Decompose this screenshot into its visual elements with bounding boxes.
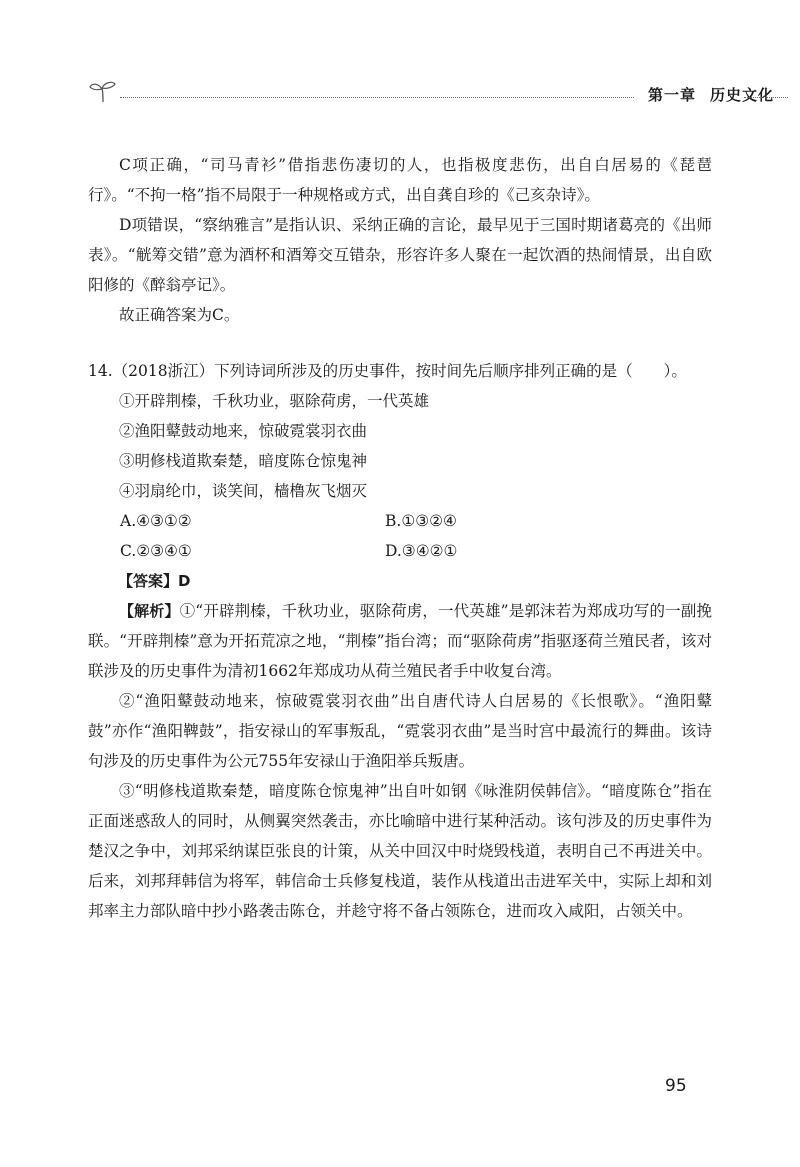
chapter-heading [648, 84, 774, 105]
page-body [88, 150, 712, 926]
poem-item-3: ③明修栈道欺秦楚，暗度陈仓惊鬼神 [119, 452, 368, 470]
choice-row-1 [88, 506, 712, 536]
choice-c: C.②③④① [120, 542, 192, 560]
poem-item-2: ②渔阳鼙鼓动地来，惊破霓裳羽衣曲 [119, 422, 368, 440]
spacer [88, 330, 712, 356]
chapter-title: 历史文化 [710, 86, 775, 104]
question-stem: 14.（2018浙江）下列诗词所涉及的历史事件，按时间先后顺序排列正确的是（ ）。 [88, 362, 687, 380]
choice-row-2 [88, 536, 712, 566]
choice-a: A.④③①② [120, 512, 192, 530]
running-header [88, 80, 775, 108]
page-number: 95 [665, 1076, 687, 1096]
answer-value: D [178, 572, 191, 590]
analysis-text-1: ①“开辟荆榛，千秋功业，驱除荷虏，一代英雄”是郭沫若为郑成功写的一副挽联。“开辟荆榛”意为开拓荒凉之地，“荆榛”指台湾；而“驱除荷虏”指驱逐荷兰殖民者，该对联涉及的历史事件为清初1662年郑成功从荷兰殖民者手中收复台湾。 [88, 602, 712, 680]
choice-d: D.③④②① [385, 542, 458, 560]
answer-line [88, 566, 712, 596]
analysis-paragraph-2: ②“渔阳鼙鼓动地来，惊破霓裳羽衣曲”出自唐代诗人白居易的《长恨歌》。“渔阳鼙鼓”亦作“渔阳鞞鼓”，指安禄山的军事叛乱，“霓裳羽衣曲”是当时宫中最流行的舞曲。该诗句涉及的历史事件为公元755年安禄山于渔阳举兵叛唐。 [88, 692, 712, 770]
header-rule-right [744, 97, 788, 98]
analysis-paragraph-3: ③“明修栈道欺秦楚，暗度陈仓惊鬼神”出自叶如钢《咏淮阴侯韩信》。“暗度陈仓”指在正面迷惑敌人的同时，从侧翼突然袭击，亦比喻暗中进行某种活动。该句涉及的历史事件为楚汉之争中，刘邦采纳谋臣张良的计策，从关中回汉中时烧毁栈道，表明自己不再进关中。后来，刘邦拜韩信为将军，韩信命士兵修复栈道，装作从栈道出击进军关中，实际上却和刘邦率主力部队暗中抄小路袭击陈仓，并趁守将不备占领陈仓，进而攻入咸阳，占领关中。 [88, 782, 712, 920]
analysis-label: 【解析】 [119, 602, 180, 620]
paragraph-option-c: C项正确，“司马青衫”借指悲伤凄切的人，也指极度悲伤，出自白居易的《琵琶行》。“不拘一格”指不局限于一种规格或方式，出自龚自珍的《己亥杂诗》。 [88, 156, 712, 204]
paragraph-option-d: D项错误，“察纳雅言”是指认识、采纳正确的言论，最早见于三国时期诸葛亮的《出师表》。“觥筹交错”意为酒杯和酒筹交互错杂，形容许多人聚在一起饮酒的热闹情景，出自欧阳修的《醉翁亭记》。 [88, 216, 712, 294]
analysis-paragraph-1 [88, 596, 712, 686]
header-rule-left [120, 97, 634, 98]
paragraph-conclusion: 故正确答案为C。 [119, 306, 240, 324]
poem-item-4: ④羽扇纶巾，谈笑间，樯橹灰飞烟灭 [119, 482, 368, 500]
poem-item-1: ①开辟荆榛，千秋功业，驱除荷虏，一代英雄 [119, 392, 430, 410]
chapter-number: 第一章 [648, 86, 697, 104]
sprout-icon [88, 80, 118, 104]
choice-b: B.①③②④ [385, 512, 457, 530]
answer-label: 【答案】 [118, 572, 179, 590]
